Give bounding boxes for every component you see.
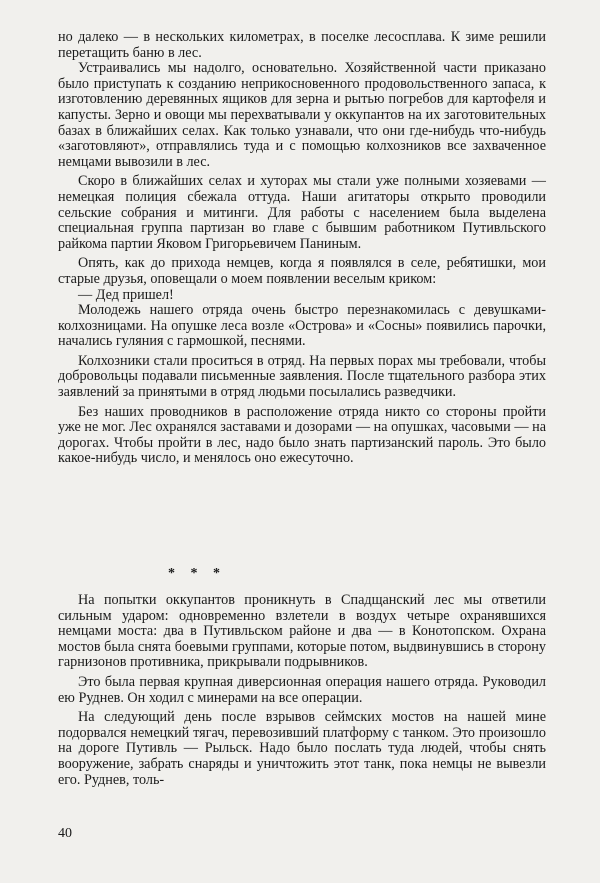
paragraph: На попытки оккупантов проникнуть в Спадщанский лес мы ответили сильным ударом: одновременно взлетели в воздух четыре охранявшихся немцами моста: два в Путивльском районе и два — в Конотопском. Охрана мостов была снята боевыми группами, которые потом, выдвинувшись в сторону гарнизонов противника, прикрывали подрывников. [58, 592, 546, 671]
paragraph: но далеко — в нескольких километрах, в поселке лесосплава. К зиме решили перетащить баню в лес. [58, 29, 546, 61]
text-section-one [58, 30, 546, 467]
paragraph: На следующий день после взрывов сеймских мостов на нашей мине подорвался немецкий тягач, перевозивший платформу с танком. Это произошло на дороге Путивль — Рыльск. Надо было послать туда людей, чтобы снять вооружение, забрать снаряды и уничтожить этот танк, пока немцы не вывезли его. Руднев, толь- [58, 709, 546, 788]
dialogue-line: — Дед пришел! [78, 286, 174, 303]
section-separator: * * * [168, 566, 226, 581]
paragraph: Устраивались мы надолго, основательно. Хозяйственной части приказано было приступать к созданию неприкосновенного продовольственного запаса, к изготовлению деревянных ящиков для зерна и рытью погребов для картофеля и капусты. Зерно и овощи мы перехватывали у оккупантов на их заготовительных базах в ближайших селах. Как только узнавали, что они где-нибудь что-нибудь «заготовляют», отправлялись туда и с помощью колхозников все захваченное немцами вывозили в лес. [58, 60, 546, 170]
page-number: 40 [58, 826, 72, 841]
paragraph: Это была первая крупная диверсионная операция нашего отряда. Руководил ею Руднев. Он ходил с минерами на все операции. [58, 673, 546, 706]
paragraph: Без наших проводников в расположение отряда никто со стороны пройти уже не мог. Лес охранялся заставами и дозорами — на опушках, часовыми — на дорогах. Чтобы пройти в лес, надо было знать партизанский пароль. Это было какое-нибудь число, и менялось оно ежесуточно. [58, 403, 546, 467]
text-section-two [58, 593, 546, 788]
paragraph: Колхозники стали проситься в отряд. На первых порах мы требовали, чтобы добровольцы подавали письменные заявления. После тщательного разбора этих заявлений за принятыми в отряд людьми посылались разведчики. [58, 352, 546, 401]
paragraph: Скоро в ближайших селах и хуторах мы стали уже полными хозяевами — немецкая полиция сбежала оттуда. Наши агитаторы открыто проводили сельские собрания и митинги. Для работы с населением была выделена специальная группа партизан во главе с бывшим работником Путивльского райкома партии Яковом Григорьевичем Паниным. [58, 173, 546, 252]
paragraph: Опять, как до прихода немцев, когда я появлялся в селе, ребятишки, мои старые друзья, оповещали о моем появлении веселым криком: [58, 255, 546, 287]
paragraph: Молодежь нашего отряда очень быстро перезнакомилась с девушками-колхозницами. На опушке леса возле «Острова» и «Сосны» появились парочки, начались гуляния с гармошкой, песнями. [58, 302, 546, 350]
